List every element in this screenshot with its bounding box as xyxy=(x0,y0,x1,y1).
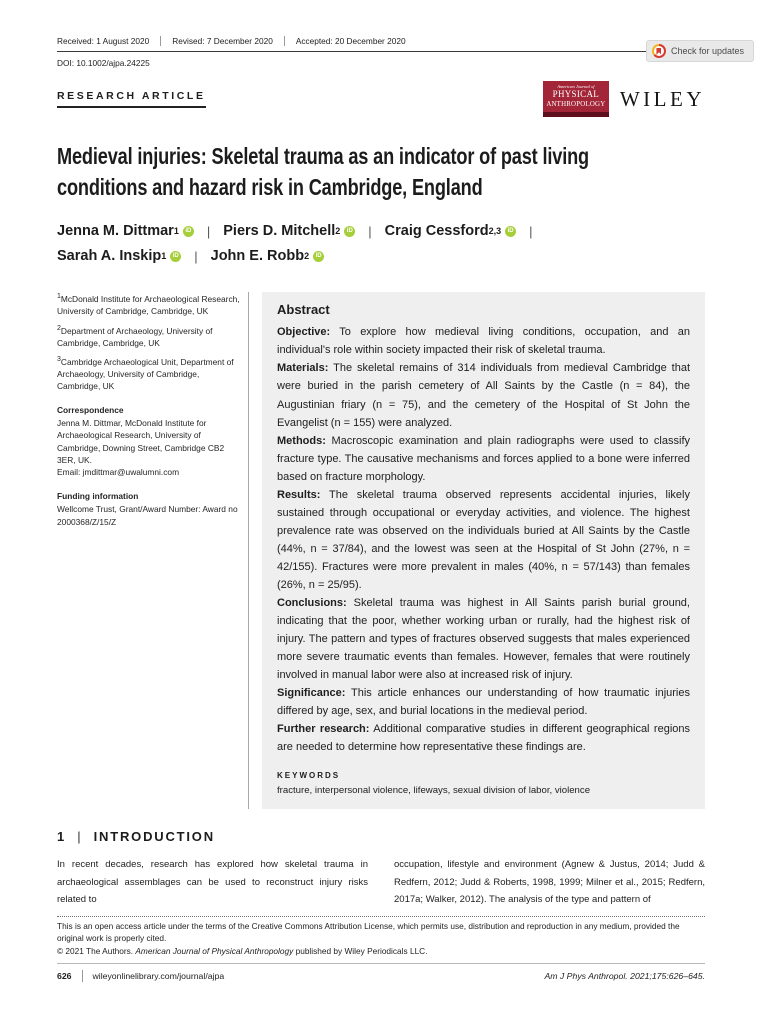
orcid-icon[interactable]: iD xyxy=(313,251,324,262)
abstract-paragraph: Conclusions: Skeletal trauma was highest in All Saints parish burial ground, indicating that the poor, whether working urban or rurally, had the highest risk of injury. The pattern and types of fractures observed suggests that males experienced more severe traumatic events than females. However, females that were routinely involved in manual labor were also at increased risk of injury. xyxy=(277,596,690,681)
abstract-label: Further research: xyxy=(277,723,370,736)
page-title xyxy=(57,141,705,203)
journal-logo-line3: ANTHROPOLOGY xyxy=(546,100,606,108)
correspondence-heading: Correspondence xyxy=(57,405,124,416)
crossmark-icon xyxy=(652,44,666,58)
affiliation-item: $^2$Department of Archaeology, University of Cambridge, Cambridge, UK xyxy=(57,324,213,348)
page xyxy=(0,36,761,1036)
abstract-label: Objective: xyxy=(277,326,331,339)
orcid-icon[interactable]: iD xyxy=(505,226,516,237)
authors-row xyxy=(57,248,705,264)
correspondence-text: Jenna M. Dittmar, McDonald Institute for Archaeological Research, University of Cambridge, Downing Street, Cambridge CB2 3ER, UK. xyxy=(57,418,225,465)
received-date: Received: 1 August 2020 xyxy=(57,36,161,46)
orcid-icon[interactable]: iD xyxy=(183,226,194,237)
abstract-paragraph: Methods: Macroscopic examination and plain radiographs were used to classify fracture type. The causative mechanisms and forces applied to a bone were inferred based on fracture morphology. xyxy=(277,434,690,483)
author-name: Craig Cessford xyxy=(384,223,489,240)
abstract-label: Results: xyxy=(277,488,321,501)
abstract-label: Significance: xyxy=(277,687,346,700)
abstract-paragraph: Significance: This article enhances our understanding of how traumatic injuries differed by age, sex, and burial locations in the medieval period. xyxy=(277,687,690,718)
journal-logo-line2: PHYSICAL xyxy=(552,88,600,99)
footer-rule xyxy=(57,963,705,964)
journal-logo xyxy=(543,81,609,117)
orcid-icon[interactable]: iD xyxy=(344,226,355,237)
email-link[interactable]: jmdittmar@uwalumni.com xyxy=(82,467,180,478)
orcid-icon[interactable]: iD xyxy=(170,251,181,262)
abstract-label: Methods: xyxy=(277,434,326,447)
page-title-line1: Medieval injuries: Skeletal trauma as an indicator of past living xyxy=(57,143,589,170)
author-superscript: 1 xyxy=(161,251,167,262)
footer xyxy=(57,970,705,982)
author-separator: | xyxy=(194,248,198,264)
journal-logo-line1: American Journal of xyxy=(557,84,595,89)
check-for-updates-label: Check for updates xyxy=(670,46,744,56)
author-name: Sarah A. Inskip xyxy=(57,248,162,265)
license-note: This is an open access article under the terms of the Creative Commons Attribution License, which permits use, distribution and reproduction in any medium, provided the original work is properly cited. xyxy=(57,921,680,943)
page-title-line2: conditions and hazard risk in Cambridge, England xyxy=(57,174,483,201)
author-separator: | xyxy=(529,223,533,239)
article-type-label: RESEARCH ARTICLE xyxy=(57,90,206,108)
doi-text: DOI: 10.1002/ajpa.24225 xyxy=(57,58,150,68)
abstract-paragraph: Objective: To explore how medieval living conditions, occupation, and an individual's role within society impacted their risk of skeletal trauma. xyxy=(277,326,690,357)
author-superscript: 1 xyxy=(173,226,179,237)
abstract-label: Materials: xyxy=(277,362,329,375)
journal-branding xyxy=(543,81,705,117)
email-line xyxy=(57,466,243,478)
main-section xyxy=(57,292,705,809)
abstract-paragraph: Further research: Additional comparative studies in different geographical regions are needed to determine how representative these findings are. xyxy=(277,723,690,754)
affiliation-item: $^3$Cambridge Archaeological Unit, Department of Archaeology, University of Cambridge, Cambridge, UK xyxy=(57,355,234,391)
funding-text: Wellcome Trust, Grant/Award Number: Award no 2000368/Z/15/Z xyxy=(57,504,238,527)
affiliation-superscript: 3 xyxy=(57,355,61,363)
article-type-row xyxy=(57,81,705,117)
abstract-paragraph: Results: The skeletal trauma observed represents accidental injuries, likely sustained through occupational or everyday activities, and violence. The highest prevalence rate was observed on the individuals buried at All Saints by the Castle (44%, n = 37/84), and the lowest was seen at the Hospital of St John (27%, n = 42/155). Fractures were more prevalent in males (40%, n = 57/143) than females (26%, n = 25/95). xyxy=(277,488,690,591)
footnote-block xyxy=(57,921,705,958)
footer-divider xyxy=(82,970,83,982)
section-separator: | xyxy=(77,829,81,845)
email-label: Email: xyxy=(57,467,81,478)
author-separator: | xyxy=(206,223,211,239)
authors-block xyxy=(57,223,705,264)
body-columns xyxy=(57,856,705,908)
author-superscript: 2 xyxy=(335,226,341,237)
sidebar xyxy=(57,292,243,809)
abstract-panel xyxy=(262,292,705,809)
funding-heading: Funding information xyxy=(57,491,139,502)
author-separator: | xyxy=(368,223,372,239)
keywords-heading: KEYWORDS xyxy=(277,771,341,781)
abstract-paragraph: Materials: The skeletal remains of 314 individuals from medieval Cambridge that were buried in the parish cemetery of All Saints by the Castle (n = 84), the Augustinian friary (n = 75), and the cemetery of the Hospital of St John the Evangelist (n = 155) were analyzed. xyxy=(277,362,690,429)
wiley-logo: WILEY xyxy=(619,86,705,111)
affiliation-item: $^1$McDonald Institute for Archaeological Research, University of Cambridge, Cambridge, UK xyxy=(57,293,240,317)
affiliation-superscript: 1 xyxy=(57,293,61,301)
body-column-left: In recent decades, research has explored how skeletal trauma in archaeological assemblages can be used to reconstruct injury risks related to xyxy=(57,859,368,905)
author-superscript: 2 xyxy=(304,251,310,262)
authors-row xyxy=(57,223,705,239)
author-superscript: 2,3 xyxy=(488,226,502,237)
accepted-date: Accepted: 20 December 2020 xyxy=(295,36,406,46)
author-name: Piers D. Mitchell xyxy=(223,223,336,240)
author-name: John E. Robb xyxy=(210,248,305,265)
check-for-updates-button[interactable] xyxy=(646,40,754,62)
keywords-text: fracture, interpersonal violence, lifeways, sexual division of labor, violence xyxy=(277,785,591,797)
dotted-divider xyxy=(57,916,705,917)
section-title: INTRODUCTION xyxy=(93,829,215,845)
journal-name-italic: American Journal of Physical Anthropology xyxy=(135,946,294,957)
abstract-label: Conclusions: xyxy=(277,596,347,609)
affiliation-superscript: 2 xyxy=(57,324,61,332)
body-column-right: occupation, lifestyle and environment (Agnew & Justus, 2014; Judd & Redfern, 2012; Judd & Roberts, 1998, 1999; Milner et al., 2015; Redfern, 2017a; Walker, 2012). The analysis of the type and pattern of xyxy=(394,859,705,905)
section-number: 1 xyxy=(57,829,65,845)
journal-url-link[interactable]: wileyonlinelibrary.com/journal/ajpa xyxy=(92,971,225,982)
revised-date: Revised: 7 December 2020 xyxy=(172,36,285,46)
dates-row xyxy=(57,36,705,52)
author-name: Jenna M. Dittmar xyxy=(57,223,174,240)
page-number: 626 xyxy=(57,971,72,982)
section-heading xyxy=(57,829,705,844)
copyright-note: © 2021 The Authors. American Journal of Physical Anthropology published by Wiley Periodicals LLC. xyxy=(57,946,428,957)
citation-text: Am J Phys Anthropol. 2021;175:626–645. xyxy=(544,971,705,982)
sidebar-divider xyxy=(248,292,249,809)
journal-logo-band xyxy=(543,112,609,117)
abstract-heading: Abstract xyxy=(277,302,330,318)
